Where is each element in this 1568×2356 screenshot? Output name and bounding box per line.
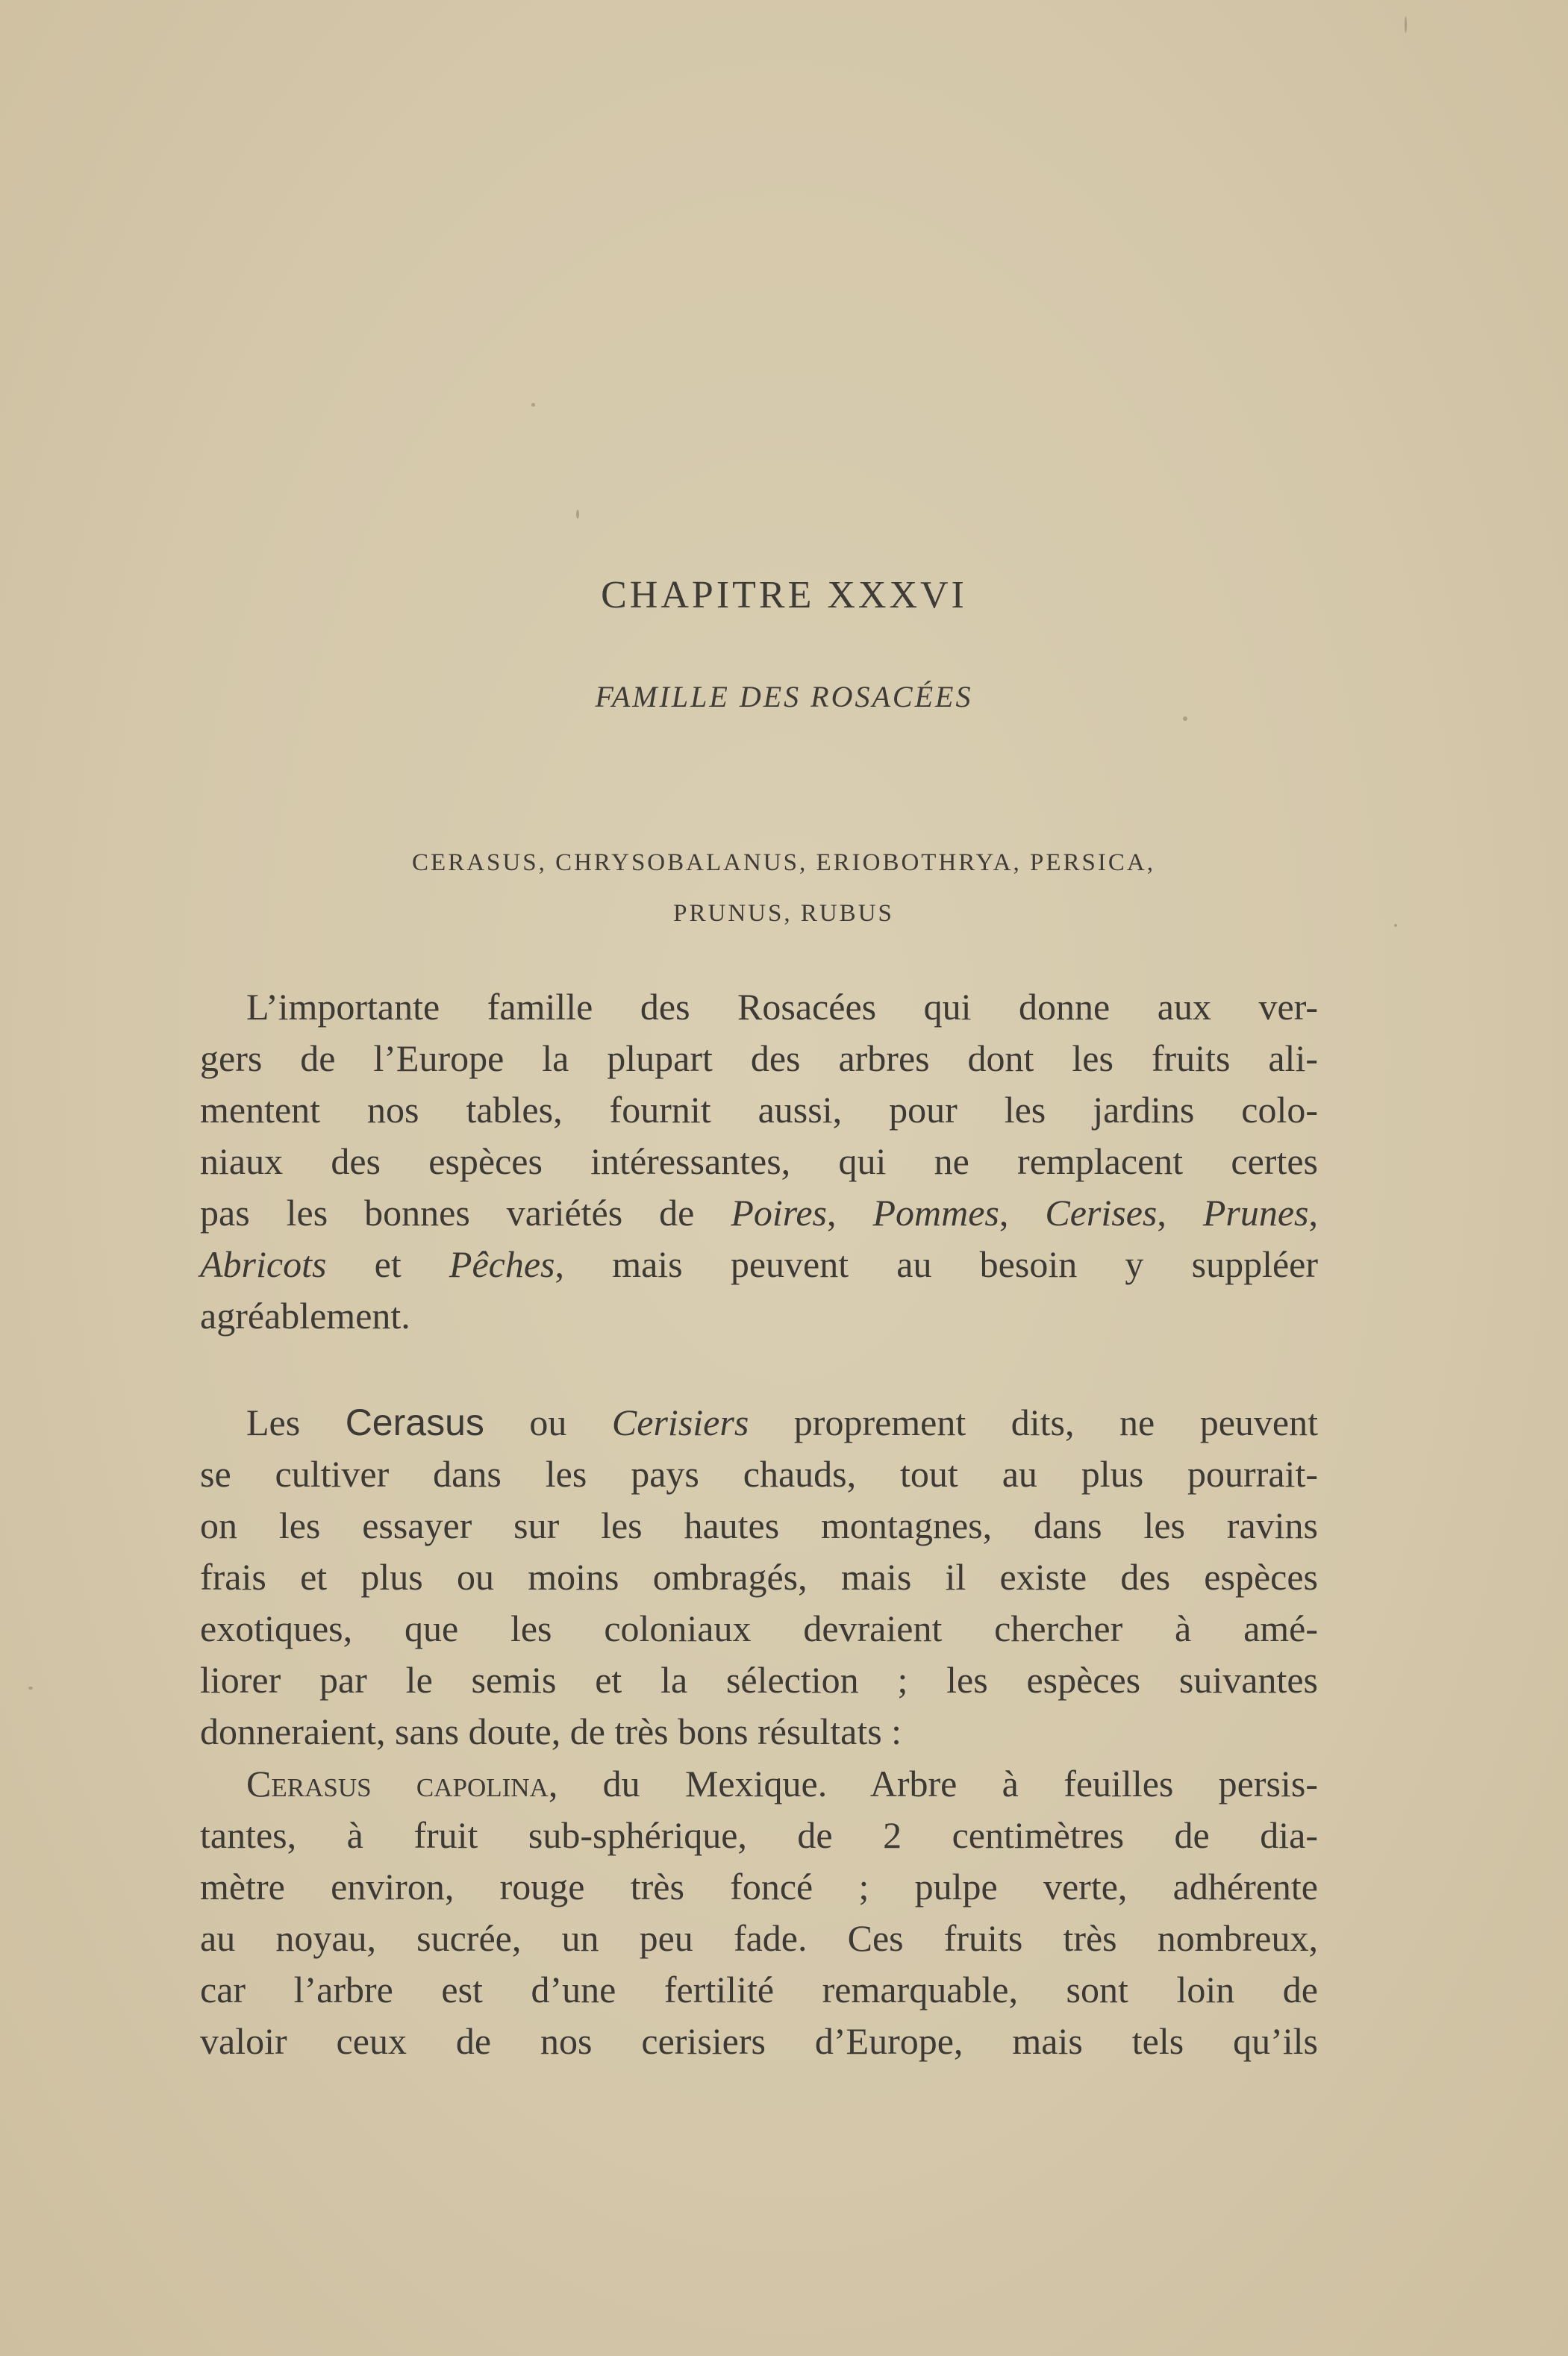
paper-speck: [531, 403, 535, 407]
text-run: Les: [246, 1402, 346, 1443]
text-run: ,: [1308, 1192, 1318, 1234]
text-run: , mais peuvent au besoin y suppléer: [555, 1243, 1318, 1285]
text-line: mètre environ, rouge très foncé ; pulpe verte, adhérente: [200, 1866, 1318, 1907]
text-line: on les essayer sur les hautes montagnes, dans les ravins: [200, 1504, 1318, 1546]
text-line: tantes, à fruit sub-sphérique, de 2 centimètres de dia-: [200, 1814, 1318, 1856]
paragraph-intro: [200, 981, 1318, 1342]
text-run: ,: [827, 1192, 873, 1234]
paper-speck: [1405, 16, 1407, 33]
text-run: ,: [1157, 1192, 1203, 1234]
chapter-subtitle: FAMILLE DES ROSACÉES: [595, 680, 973, 713]
paper-speck: [28, 1687, 33, 1690]
text-line: [200, 1397, 1318, 1449]
genera-line: CERASUS, CHRYSOBALANUS, ERIOBOTHRYA, PERSICA,: [412, 849, 1155, 876]
text-run: ou: [484, 1402, 612, 1443]
text-run: pas les bonnes variétés de: [200, 1192, 731, 1234]
text-line: valoir ceux de nos cerisiers d’Europe, mais tels qu’ils: [200, 2020, 1318, 2062]
text-run: ,: [999, 1192, 1046, 1234]
fruit-name: Cerises: [1045, 1192, 1158, 1234]
text-line: donneraient, sans doute, de très bons résultats :: [200, 1710, 902, 1752]
paragraph-cerasus: [200, 1397, 1318, 1757]
paragraph-cerasus-capolina: [200, 1758, 1318, 2067]
text-line: gers de l’Europe la plupart des arbres dont les fruits ali-: [200, 1037, 1318, 1079]
text-run: , du Mexique. Arbre à feuilles persis-: [548, 1763, 1318, 1805]
genera-list: [284, 837, 1284, 939]
fruit-name: Prunes: [1202, 1192, 1309, 1234]
fruit-name: Pommes: [872, 1192, 999, 1234]
text-line: L’importante famille des Rosacées qui donne aux ver-: [246, 986, 1318, 1028]
text-line: agréablement.: [200, 1295, 410, 1337]
fruit-name: Poires: [731, 1192, 828, 1234]
text-line: se cultiver dans les pays chauds, tout au plus pourrait-: [200, 1453, 1318, 1495]
text-line: [200, 1758, 1318, 1810]
text-line: niaux des espèces intéressantes, qui ne remplacent certes: [200, 1140, 1318, 1182]
text-line: car l’arbre est d’une fertilité remarquable, sont loin de: [200, 1969, 1318, 2010]
text-line: au noyau, sucrée, un peu fade. Ces fruits très nombreux,: [200, 1917, 1318, 1959]
species-name: Cerasus capolina: [246, 1763, 549, 1805]
paper-speck: [576, 510, 579, 519]
genera-line: PRUNUS, RUBUS: [673, 900, 894, 927]
genus-name: Cerasus: [345, 1402, 484, 1443]
common-name: Cerisiers: [611, 1402, 749, 1443]
text-run: proprement dits, ne peuvent: [749, 1402, 1318, 1443]
text-line: mentent nos tables, fournit aussi, pour les jardins colo-: [200, 1089, 1318, 1131]
text-run: et: [326, 1243, 449, 1285]
paper-speck: [1183, 716, 1187, 721]
text-line: frais et plus ou moins ombragés, mais il existe des espèces: [200, 1556, 1318, 1598]
text-line: [200, 1187, 1318, 1239]
text-line: liorer par le semis et la sélection ; les espèces suivantes: [200, 1659, 1318, 1701]
text-line: [200, 1239, 1318, 1290]
chapter-title: CHAPITRE XXXVI: [601, 574, 967, 616]
paper-speck: [1394, 924, 1397, 927]
text-line: exotiques, que les coloniaux devraient chercher à amé-: [200, 1607, 1318, 1649]
fruit-name: Abricots: [200, 1243, 327, 1285]
fruit-name: Pêches: [449, 1243, 555, 1285]
